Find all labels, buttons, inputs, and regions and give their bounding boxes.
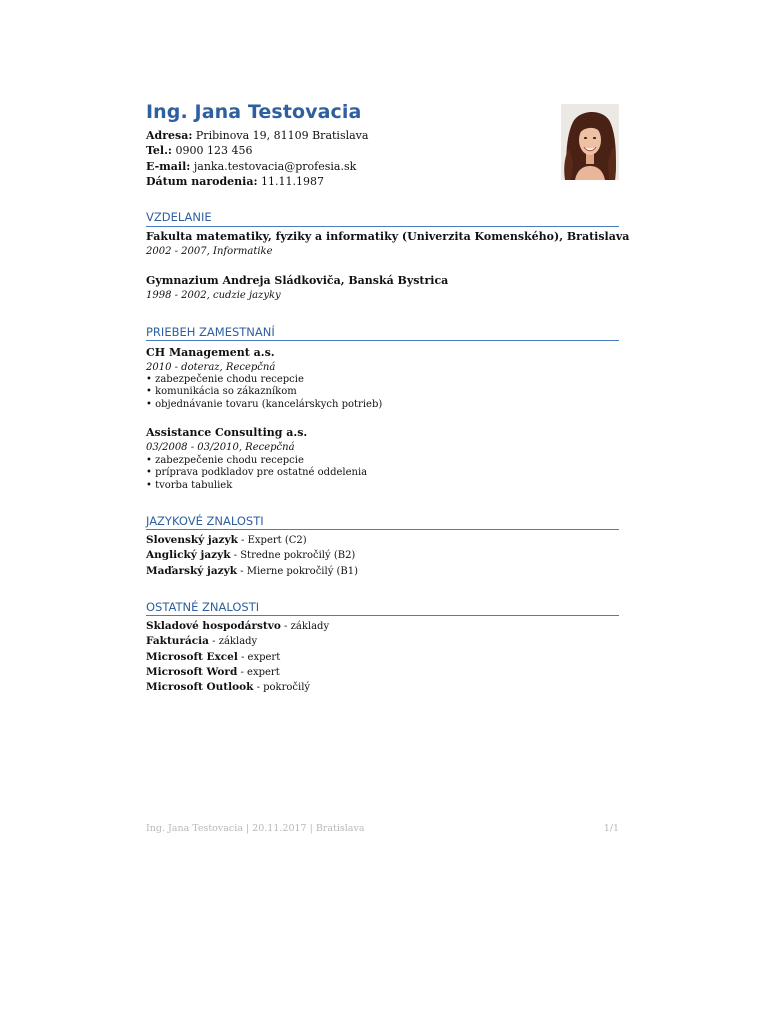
skill-name: Microsoft Excel <box>146 650 238 663</box>
language-name: Maďarský jazyk <box>146 564 237 577</box>
job-duty-item: • príprava podkladov pre ostatné oddelenia <box>146 467 367 479</box>
education-entry-subtitle: 2002 - 2007, Informatike <box>146 246 273 257</box>
skill-item <box>146 665 329 680</box>
language-item <box>146 533 358 548</box>
language-level: - Stredne pokročilý (B2) <box>230 550 356 562</box>
employment-divider <box>146 340 619 341</box>
skill-level: - pokročilý <box>253 682 311 694</box>
languages-list <box>146 533 358 579</box>
job-duty-item: • zabezpečenie chodu recepcie <box>146 374 382 386</box>
other-skills-divider <box>146 615 619 616</box>
job-duties-list <box>146 374 382 411</box>
profile-photo <box>561 104 619 180</box>
skill-item <box>146 634 329 649</box>
skill-level: - základy <box>280 621 330 632</box>
skill-item <box>146 680 329 695</box>
language-item <box>146 548 358 563</box>
education-divider <box>146 226 619 227</box>
birthdate-row <box>146 174 368 189</box>
job-duty-item: • tvorba tabuliek <box>146 480 367 492</box>
languages-divider <box>146 529 619 530</box>
skill-name: Microsoft Word <box>146 665 238 678</box>
education-heading: VZDELANIE <box>146 210 212 224</box>
birthdate-value: 11.11.1987 <box>261 174 325 188</box>
education-entry-title: Gymnazium Andreja Sládkoviča, Banská Bystrica <box>146 274 449 287</box>
address-label: Adresa: <box>146 129 193 142</box>
job-duty-item: • zabezpečenie chodu recepcie <box>146 455 367 467</box>
page-footer-info: Ing. Jana Testovacia | 20.11.2017 | Bratislava <box>146 823 365 834</box>
phone-label: Tel.: <box>146 144 172 158</box>
skill-level: - expert <box>237 666 280 678</box>
language-name: Anglický jazyk <box>146 549 231 562</box>
portrait-image <box>561 104 619 180</box>
address-value: Pribinova 19, 81109 Bratislava <box>195 129 369 142</box>
job-period: 2010 - doteraz, Recepčná <box>146 362 276 373</box>
email-row <box>146 159 368 174</box>
job-duty-item: • komunikácia so zákazníkom <box>146 386 382 398</box>
skill-name: Microsoft Outlook <box>146 681 254 694</box>
languages-heading: JAZYKOVÉ ZNALOSTI <box>146 514 264 528</box>
other-skills-heading: OSTATNÉ ZNALOSTI <box>146 600 260 614</box>
skill-name: Fakturácia <box>146 635 209 648</box>
email-label: E-mail: <box>146 159 191 173</box>
skill-name: Skladové hospodárstvo <box>146 620 281 632</box>
skill-level: - základy <box>208 636 258 648</box>
contact-block <box>146 128 368 189</box>
page-number: 1/1 <box>603 823 619 834</box>
job-company: Assistance Consulting a.s. <box>146 426 308 439</box>
language-item <box>146 564 358 579</box>
birthdate-label: Dátum narodenia: <box>146 174 258 188</box>
job-company: CH Management a.s. <box>146 346 275 359</box>
education-entry-title: Fakulta matematiky, fyziky a informatiky (Univerzita Komenského), Bratislava <box>146 230 630 243</box>
language-name: Slovenský jazyk <box>146 534 238 546</box>
job-period: 03/2008 - 03/2010, Recepčná <box>146 442 295 453</box>
education-entry-subtitle: 1998 - 2002, cudzie jazyky <box>146 290 281 301</box>
phone-value: 0900 123 456 <box>175 144 253 158</box>
employment-heading: PRIEBEH ZAMESTNANÍ <box>146 325 275 339</box>
phone-row <box>146 143 368 158</box>
candidate-name: Ing. Jana Testovacia <box>146 101 362 123</box>
language-level: - Expert (C2) <box>237 535 307 546</box>
skill-item <box>146 650 329 665</box>
job-duty-item: • objednávanie tovaru (kancelárskych potrieb) <box>146 399 382 411</box>
other-skills-list <box>146 619 329 695</box>
job-duties-list <box>146 455 367 492</box>
email-value: janka.testovacia@profesia.sk <box>193 159 357 173</box>
address-row <box>146 128 368 143</box>
language-level: - Mierne pokročilý (B1) <box>237 565 359 577</box>
skill-level: - expert <box>237 651 281 663</box>
skill-item <box>146 619 329 634</box>
